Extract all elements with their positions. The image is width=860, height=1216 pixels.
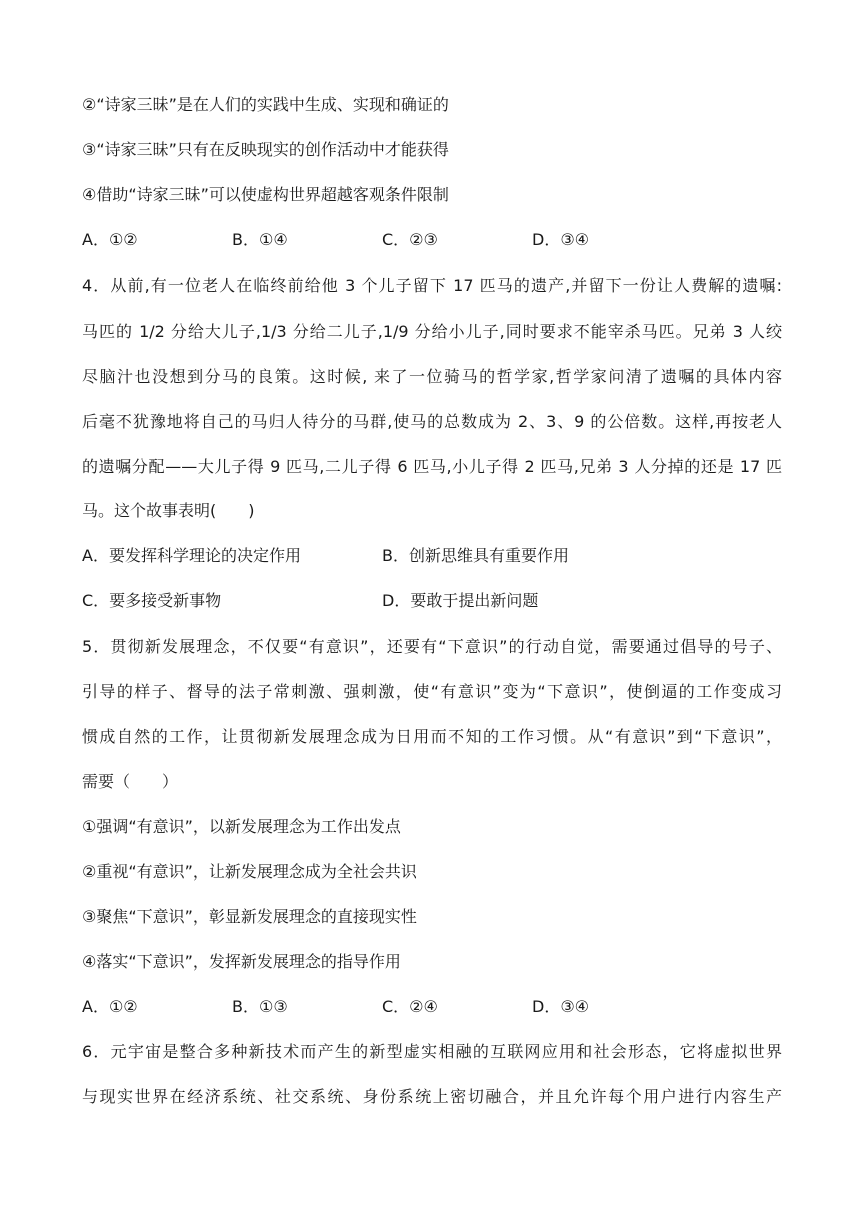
q4-option-a: A．要发挥科学理论的决定作用	[82, 546, 301, 565]
q4-stem-line-3: 尽脑汁也没想到分马的良策。这时候, 来了一位骑马的哲学家,哲学家问清了遗嘱的具体内容	[82, 367, 782, 386]
q5-stem-line-2: 引导的样子、督导的法子常刺激、强刺激，使“有意识”变为“下意识”，使倒逼的工作变成习	[82, 682, 782, 701]
q3-option-b: B．①④	[232, 230, 288, 249]
q4-stem-line-6: 马。这个故事表明( )	[82, 501, 255, 520]
q6-stem-line-2: 与现实世界在经济系统、社交系统、身份系统上密切融合，并且允许每个用户进行内容生产	[82, 1087, 782, 1106]
q4-stem-line-4: 后毫不犹豫地将自己的马归人待分的马群,使马的总数成为 2、3、9 的公倍数。这样,再按老人	[82, 412, 782, 431]
q3-item-3: ③“诗家三昧”只有在反映现实的创作活动中才能获得	[82, 140, 449, 159]
q5-item-4: ④落实“下意识”，发挥新发展理念的指导作用	[82, 952, 401, 971]
q4-option-d: D．要敢于提出新问题	[382, 591, 539, 610]
q5-option-c: C．②④	[382, 997, 438, 1016]
q3-option-c: C．②③	[382, 230, 438, 249]
q3-item-2: ②“诗家三昧”是在人们的实践中生成、实现和确证的	[82, 95, 449, 114]
q4-option-b: B．创新思维具有重要作用	[382, 546, 569, 565]
q5-option-d: D．③④	[532, 997, 590, 1016]
q4-stem-line-5: 的遗嘱分配——大儿子得 9 匹马,二儿子得 6 匹马,小儿子得 2 匹马,兄弟 3 人分掉的还是 17 匹	[82, 457, 782, 476]
q5-stem-line-4: 需要（ ）	[82, 772, 179, 791]
q5-option-b: B．①③	[232, 997, 288, 1016]
q5-item-3: ③聚焦“下意识”，彰显新发展理念的直接现实性	[82, 907, 417, 926]
q3-option-d: D．③④	[532, 230, 590, 249]
q5-stem-line-1: 5．贯彻新发展理念，不仅要“有意识”，还要有“下意识”的行动自觉，需要通过倡导的号子、	[82, 637, 782, 656]
q6-stem-line-1: 6．元宇宙是整合多种新技术而产生的新型虚实相融的互联网应用和社会形态，它将虚拟世界	[82, 1042, 782, 1061]
q3-option-a: A．①②	[82, 230, 138, 249]
q5-option-a: A．①②	[82, 997, 138, 1016]
q4-stem-line-1: 4．从前,有一位老人在临终前给他 3 个儿子留下 17 匹马的遗产,并留下一份让人费解的遗嘱:	[82, 276, 782, 295]
q5-stem-line-3: 惯成自然的工作，让贯彻新发展理念成为日用而不知的工作习惯。从“有意识”到“下意识”，	[82, 727, 782, 746]
q3-item-4: ④借助“诗家三昧”可以使虚构世界超越客观条件限制	[82, 185, 449, 204]
q4-stem-line-2: 马匹的 1/2 分给大儿子,1/3 分给二儿子,1/9 分给小儿子,同时要求不能宰杀马匹。兄弟 3 人绞	[82, 322, 782, 341]
q5-item-1: ①强调“有意识”，以新发展理念为工作出发点	[82, 817, 401, 836]
q5-item-2: ②重视“有意识”，让新发展理念成为全社会共识	[82, 862, 417, 881]
q4-option-c: C．要多接受新事物	[82, 591, 222, 610]
